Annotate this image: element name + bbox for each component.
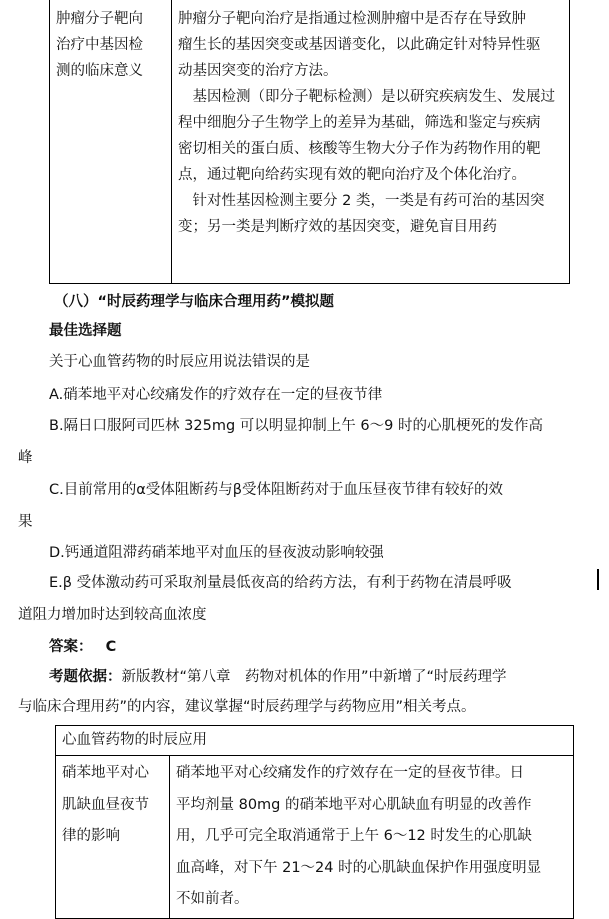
table2-content-line: 平均剂量 80mg 的硝苯地平对心肌缺血有明显的改善作 [176, 796, 532, 813]
table2-label-line: 肌缺血昼夜节 [62, 796, 149, 813]
answer-line [49, 635, 116, 659]
table1-content-line: 针对性基因检测主要分 2 类，一类是有药可治的基因突 [178, 193, 545, 209]
table1-content-line: 基因检测（即分子靶标检测）是以研究疾病发生、发展过 [178, 89, 555, 105]
table1-label-line: 肿瘤分子靶向 [56, 11, 143, 27]
table1-content-line: 变；另一类是判断疗效的基因突变，避免盲目用药 [178, 219, 497, 235]
cardio-chrono-table [55, 725, 574, 919]
basis-label: 考题依据： [49, 669, 122, 685]
option-e-line1: E.β 受体激动药可采取剂量晨低夜高的给药方法，有利于药物在清晨呼吸 [49, 575, 512, 591]
table2-content-cell [170, 756, 574, 919]
table2-label-line: 硝苯地平对心 [62, 765, 149, 781]
basis-line1 [49, 665, 507, 689]
basis-line2: 与临床合理用药”的内容，建议掌握“时辰药理学与药物应用”相关考点。 [18, 699, 476, 715]
table1-label-cell [50, 0, 172, 284]
table1-content-line: 动基因突变的治疗方法。 [178, 63, 338, 79]
option-d: D.钙通道阻滞药硝苯地平对血压的昼夜波动影响较强 [49, 545, 384, 561]
answer-value: C [105, 639, 117, 655]
table2-header: 心血管药物的时辰应用 [62, 732, 207, 748]
table-row [50, 0, 570, 284]
table2-label-cell [56, 756, 170, 919]
table2-content-line: 不如前者。 [176, 891, 249, 907]
table1-content-line: 点，通过靶向给药实现有效的靶向治疗及个体化治疗。 [178, 167, 526, 183]
subsection-title: 最佳选择题 [49, 323, 122, 339]
table2-label-line: 律的影响 [62, 828, 120, 844]
table2-content-line: 用，几乎可完全取消通常于上午 6～12 时发生的心肌缺 [176, 828, 532, 844]
option-c-line1: C.目前常用的α受体阻断药与β受体阻断药对于血压昼夜节律有较好的效 [49, 482, 504, 498]
table1-content-line: 瘤生长的基因突变或基因谱变化，以此确定针对特异性驱 [178, 37, 541, 53]
option-b-line2: 峰 [18, 450, 33, 466]
table1-label-line: 治疗中基因检 [56, 37, 143, 53]
table1-label-line: 测的临床意义 [56, 63, 143, 79]
table2-content-line: 血高峰，对下午 21～24 时的心肌缺血保护作用强度明显 [176, 859, 542, 876]
table1-content-line: 密切相关的蛋白质、核酸等生物大分子作为药物作用的靶 [178, 141, 541, 157]
answer-label: 答案： [49, 639, 93, 655]
table-row [56, 726, 574, 756]
table-row [56, 756, 574, 919]
text-cursor [597, 569, 599, 590]
targeted-therapy-table [49, 0, 570, 284]
table2-content-line: 硝苯地平对心绞痛发作的疗效存在一定的昼夜节律。日 [176, 765, 524, 781]
table1-content-line: 肿瘤分子靶向治疗是指通过检测肿瘤中是否存在导致肿 [178, 11, 526, 27]
option-b-line1: B.隔日口服阿司匹林 325mg 可以明显抑制上午 6～9 时的心肌梗死的发作高 [49, 418, 543, 434]
basis-text: 新版教材“第八章 药物对机体的作用”中新增了“时辰药理学 [121, 669, 507, 685]
option-c-line2: 果 [18, 514, 33, 530]
option-a: A.硝苯地平对心绞痛发作的疗效存在一定的昼夜节律 [49, 387, 383, 403]
section-title: （八）“时辰药理学与临床合理用药”模拟题 [54, 294, 335, 310]
table1-content-cell [172, 0, 570, 284]
table1-content-line: 程中细胞分子生物学上的差异为基础，筛选和鉴定与疾病 [178, 115, 541, 131]
option-e-line2: 道阻力增加时达到较高血浓度 [18, 607, 207, 623]
table2-header-cell [56, 726, 574, 756]
question-stem: 关于心血管药物的时辰应用说法错误的是 [49, 354, 310, 370]
